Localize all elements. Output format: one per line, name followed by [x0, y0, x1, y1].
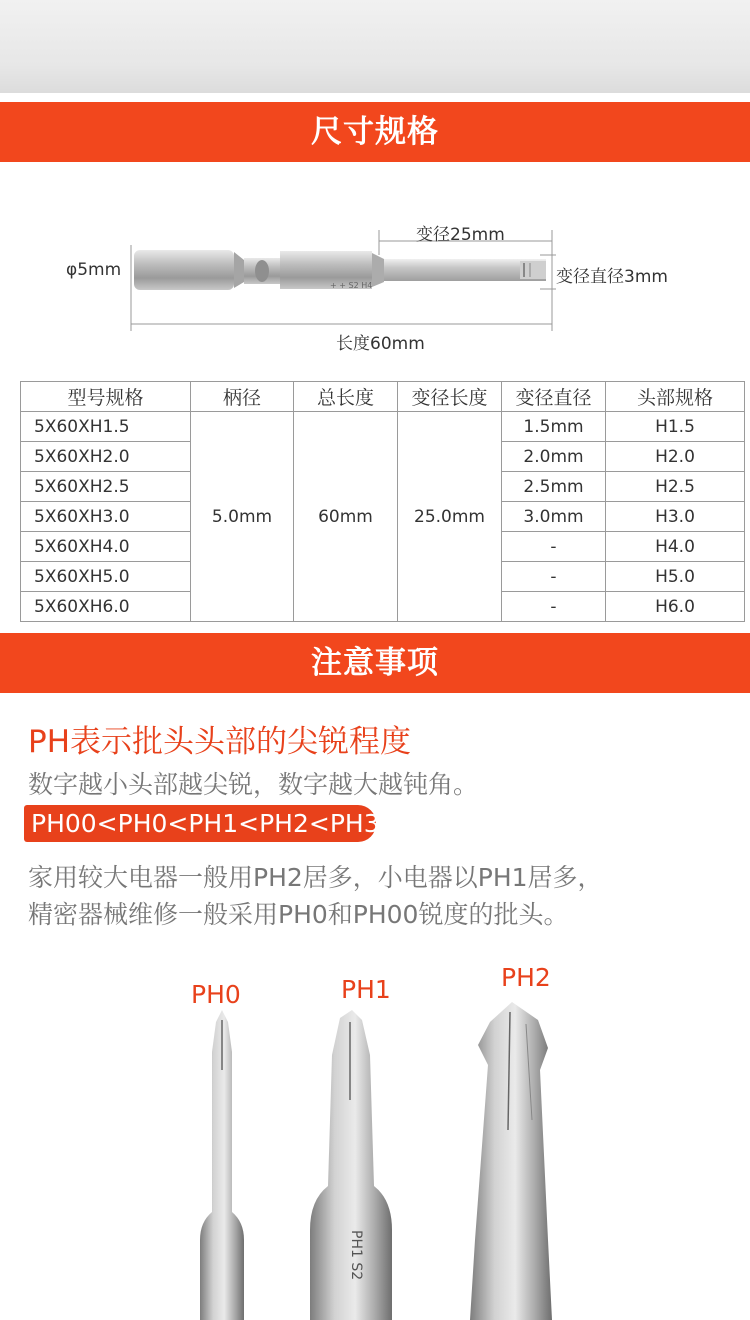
notes-line-2: 家用较大电器一般用PH2居多，小电器以PH1居多，	[28, 863, 603, 892]
cell-model: 5X60XH5.0	[21, 562, 191, 592]
cell-reduced-diameter: 2.0mm	[502, 442, 606, 472]
top-photo-strip	[0, 0, 750, 93]
cell-head: H1.5	[606, 412, 745, 442]
cell-reduced-diameter: 3.0mm	[502, 502, 606, 532]
ph1-bit	[310, 1010, 392, 1320]
cell-head: H2.5	[606, 472, 745, 502]
notes-heading: PH表示批头头部的尖锐程度	[28, 724, 412, 760]
notes-line-1: 数字越小头部越尖锐，数字越大越钝角。	[28, 770, 479, 799]
ph2-label: PH2	[501, 963, 551, 992]
header-head: 头部规格	[606, 382, 745, 412]
cell-head: H3.0	[606, 502, 745, 532]
cell-model: 5X60XH2.0	[21, 442, 191, 472]
cell-reduced-diameter: 1.5mm	[502, 412, 606, 442]
cell-model: 5X60XH4.0	[21, 532, 191, 562]
header-model: 型号规格	[21, 382, 191, 412]
svg-text:PH1 S2: PH1 S2	[348, 1230, 364, 1281]
ph2-bit	[470, 1002, 552, 1320]
notes-line-3: 精密器械维修一般采用PH0和PH00锐度的批头。	[28, 900, 569, 929]
cell-head: H5.0	[606, 562, 745, 592]
cell-head: H4.0	[606, 532, 745, 562]
cell-model: 5X60XH3.0	[21, 502, 191, 532]
cell-head: H6.0	[606, 592, 745, 622]
table-header-row	[21, 382, 745, 412]
svg-text:+ + S2 H4: + + S2 H4	[330, 281, 373, 290]
cell-reduced-diameter: -	[502, 532, 606, 562]
cell-total-length: 60mm	[294, 412, 398, 622]
shank-diameter-label: φ5mm	[66, 260, 122, 280]
ph0-bit	[200, 1010, 244, 1320]
header-reduced-length: 变径长度	[398, 382, 502, 412]
header-reduced-diameter: 变径直径	[502, 382, 606, 412]
spec-table	[20, 381, 745, 622]
reduced-diameter-label: 变径直径3mm	[556, 267, 668, 287]
cell-head: H2.0	[606, 442, 745, 472]
cell-model: 5X60XH1.5	[21, 412, 191, 442]
cell-model: 5X60XH6.0	[21, 592, 191, 622]
table-row	[21, 412, 745, 442]
ph-scale-badge: PH00<PH0<PH1<PH2<PH3	[24, 805, 376, 842]
cell-reduced-diameter: -	[502, 562, 606, 592]
cell-shank: 5.0mm	[191, 412, 294, 622]
total-length-label: 长度60mm	[336, 334, 425, 354]
cell-reduced-length: 25.0mm	[398, 412, 502, 622]
ph0-label: PH0	[191, 980, 241, 1009]
reduced-length-label: 变径25mm	[416, 225, 505, 245]
cell-model: 5X60XH2.5	[21, 472, 191, 502]
ph1-label: PH1	[341, 975, 391, 1004]
cell-reduced-diameter: 2.5mm	[502, 472, 606, 502]
header-shank: 柄径	[191, 382, 294, 412]
specs-section-title: 尺寸规格	[0, 102, 750, 162]
cell-reduced-diameter: -	[502, 592, 606, 622]
notes-section-title: 注意事项	[0, 633, 750, 693]
header-total-length: 总长度	[294, 382, 398, 412]
tip-comparison-photo	[0, 940, 750, 1320]
bit-dimension-diagram	[0, 165, 750, 375]
